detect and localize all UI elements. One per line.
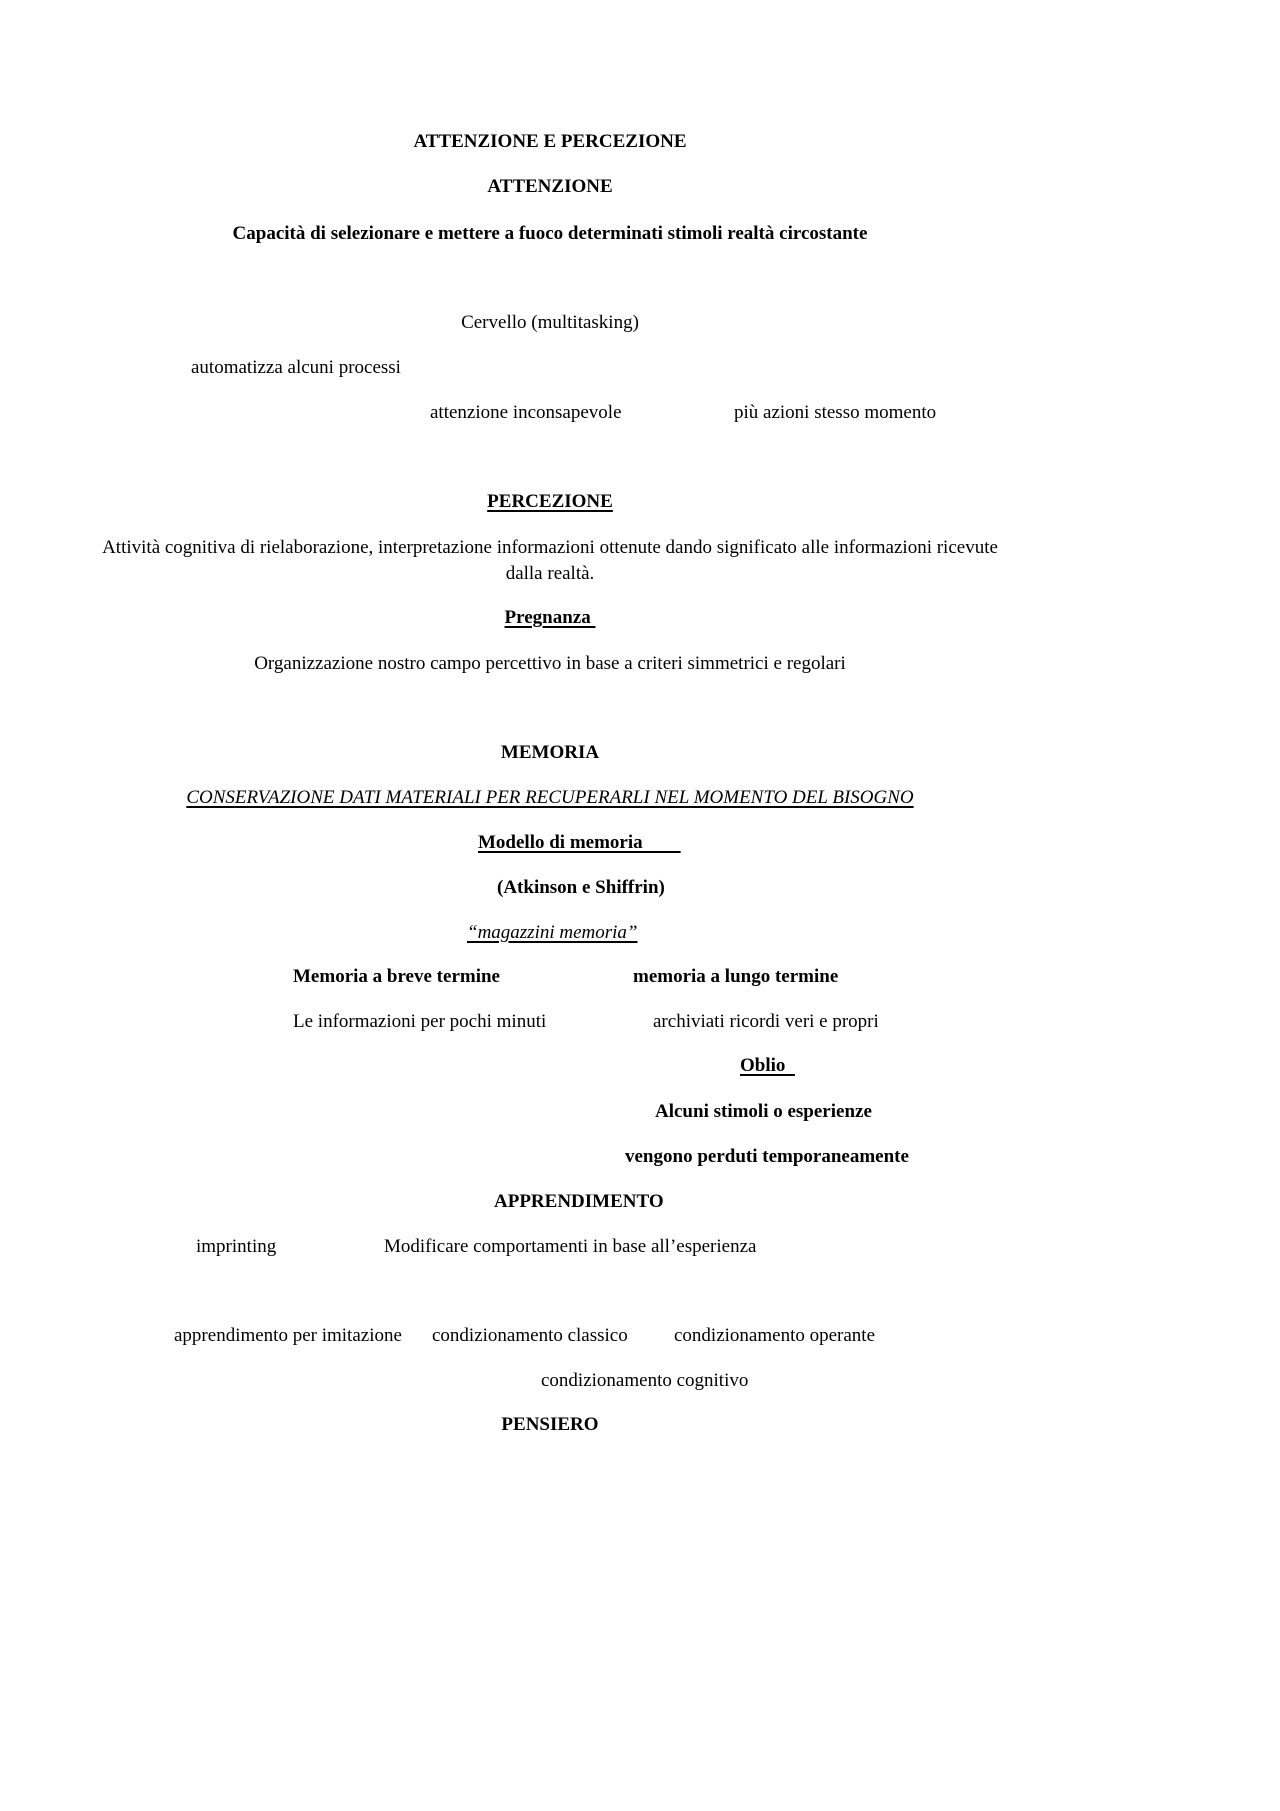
- inconsapevole-note: attenzione inconsapevole: [430, 402, 622, 423]
- attenzione-definition: Capacità di selezionare e mettere a fuoco determinati stimoli realtà circostante: [232, 223, 868, 244]
- subheading-attenzione: ATTENZIONE: [487, 176, 613, 197]
- condizionamento-operante: condizionamento operante: [674, 1325, 876, 1346]
- percezione-definition: Attività cognitiva di rielaborazione, interpretazione informazioni ottenute dando significato alle informazioni ricevute dalla realtà.: [102, 537, 998, 584]
- pregnanza-definition: Organizzazione nostro campo percettivo in base a criteri simmetrici e regolari: [254, 653, 846, 674]
- piu-azioni-note: più azioni stesso momento: [734, 402, 937, 423]
- magazzini-memoria: [467, 921, 638, 945]
- pregnanza-title: Pregnanza: [504, 607, 596, 628]
- section-heading-pensiero: PENSIERO: [501, 1414, 599, 1435]
- modello-memoria-text: Modello di memoria: [478, 832, 681, 853]
- condizionamento-classico: condizionamento classico: [432, 1325, 628, 1346]
- subheading-pregnanza: [0, 606, 1100, 630]
- percezione-title: PERCEZIONE: [487, 491, 613, 512]
- memoria-breve-title: Memoria a breve termine: [293, 966, 500, 987]
- imprinting-note: imprinting: [196, 1236, 277, 1257]
- section-heading-apprendimento: APPRENDIMENTO: [494, 1191, 664, 1212]
- automatizza-note: automatizza alcuni processi: [191, 357, 401, 378]
- modello-authors: (Atkinson e Shiffrin): [497, 877, 665, 898]
- subheading-percezione: [0, 490, 1100, 514]
- apprendimento-imitazione: apprendimento per imitazione: [174, 1325, 402, 1346]
- oblio-title-text: Oblio: [740, 1055, 795, 1076]
- apprendimento-definition: Modificare comportamenti in base all’esperienza: [384, 1236, 757, 1257]
- section-heading-memoria: MEMORIA: [500, 742, 600, 763]
- cervello-note: Cervello (multitasking): [461, 312, 639, 333]
- memoria-breve-desc: Le informazioni per pochi minuti: [293, 1011, 547, 1032]
- section-heading-attenzione-percezione: ATTENZIONE E PERCEZIONE: [413, 131, 687, 152]
- memoria-lungo-title: memoria a lungo termine: [633, 966, 839, 987]
- condizionamento-cognitivo: condizionamento cognitivo: [541, 1370, 749, 1391]
- memoria-definition: [0, 786, 1100, 810]
- magazzini-memoria-text: “magazzini memoria”: [467, 922, 638, 943]
- oblio-title: [740, 1054, 795, 1078]
- memoria-lungo-desc: archiviati ricordi veri e propri: [653, 1011, 879, 1032]
- oblio-line-2: vengono perduti temporaneamente: [625, 1146, 909, 1167]
- modello-memoria-title: [478, 831, 681, 855]
- memoria-definition-text: CONSERVAZIONE DATI MATERIALI PER RECUPERARLI NEL MOMENTO DEL BISOGNO: [186, 787, 914, 808]
- oblio-line-1: Alcuni stimoli o esperienze: [655, 1101, 872, 1122]
